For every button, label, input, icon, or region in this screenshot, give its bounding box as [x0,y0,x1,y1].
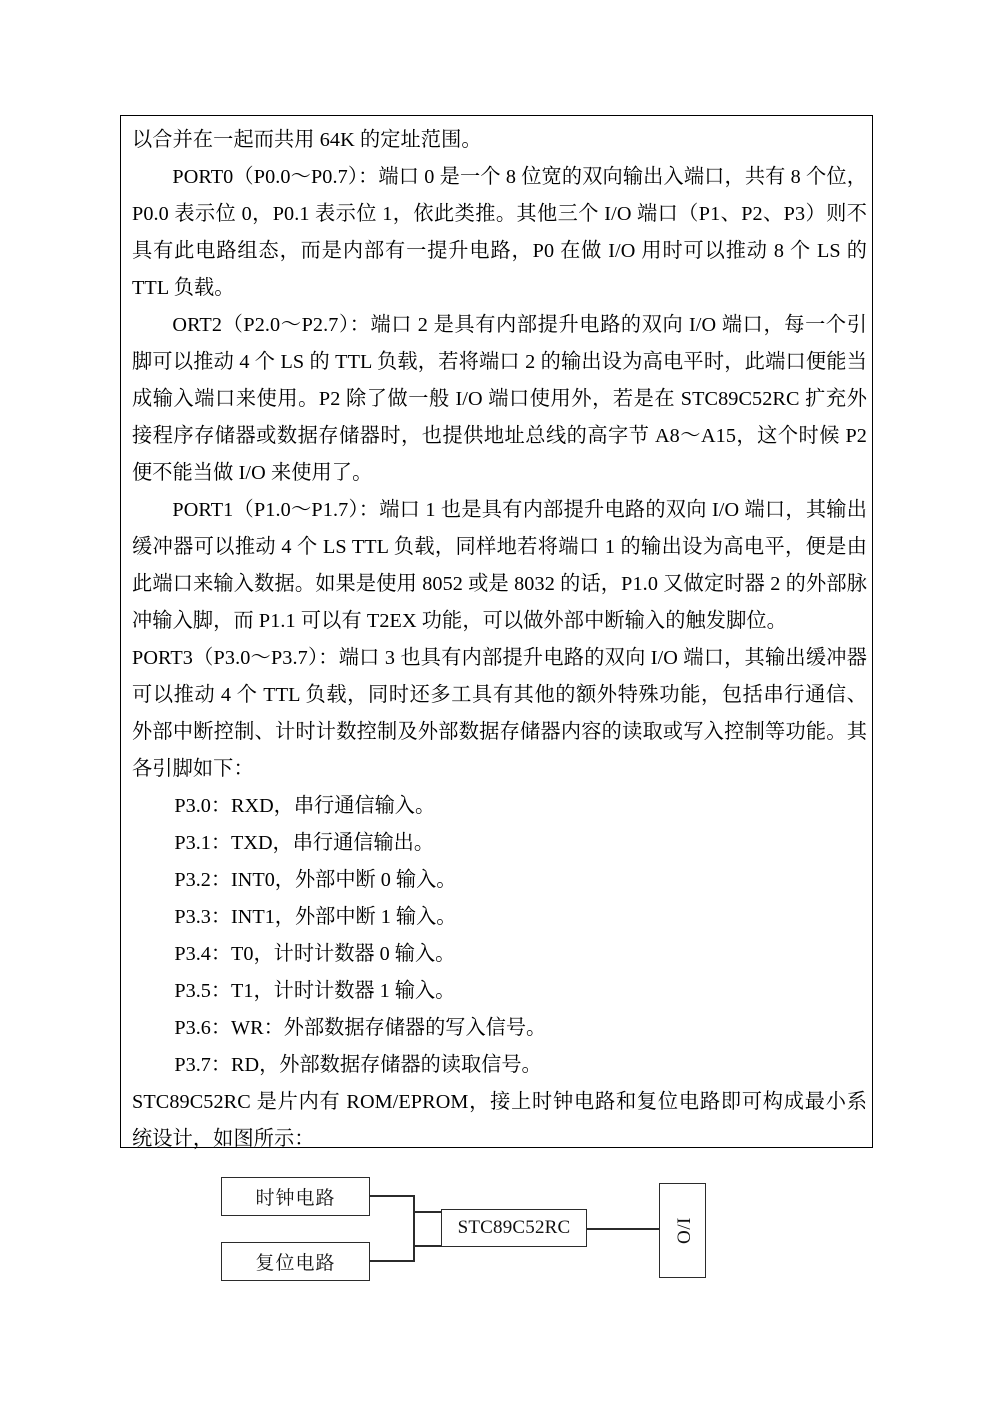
diagram-block-mcu-label: STC89C52RC [457,1217,571,1238]
list-item-pin-p37: P3.7：RD，外部数据存储器的读取信号。 [174,1054,542,1076]
diagram-block-reset-circuit-label: 复位电路 [255,1253,336,1274]
document-page-border [120,115,873,1274]
list-item-pin-p30: P3.0：RXD，串行通信输入。 [174,795,436,817]
list-item-pin-p36: P3.6：WR：外部数据存储器的写入信号。 [174,1017,547,1039]
diagram-block-clock-circuit [221,1177,370,1216]
list-item-pin-p34: P3.4：T0，计时计数器 0 输入。 [174,943,456,965]
list-item-pin-p31: P3.1：TXD，串行通信输出。 [174,832,435,854]
paragraph-closing: STC89C52RC 是片内有 ROM/EPROM，接上时钟电路和复位电路即可构成最小系统设计，如图所示： [132,1091,867,1150]
paragraph-intro: 以合并在一起而共用 64K 的定址范围。 [132,129,482,151]
list-item-pin-p35: P3.5：T1，计时计数器 1 输入。 [174,980,456,1002]
diagram-wire-mcu-to-io [587,1228,660,1230]
document-body [132,122,867,1306]
diagram-wire-reset-to-bus [370,1260,414,1262]
paragraph-port3: PORT3（P3.0～P3.7）：端口 3 也具有内部提升电路的双向 I/O 端口，其输出缓冲器可以推动 4 个 TTL 负载，同时还多工具有其他的额外特殊功能，包括串行通信、外部中断控制、计时计数控制及外部数据存储器内容的读取或写入控制等功能。其各引脚如下： [132,647,867,780]
list-item-pin-p32: P3.2：INT0，外部中断 0 输入。 [174,869,457,891]
diagram-block-mcu [441,1209,587,1247]
diagram-block-clock-circuit-label: 时钟电路 [255,1188,336,1209]
diagram-block-reset-circuit [221,1242,370,1281]
paragraph-port0: PORT0（P0.0～P0.7）：端口 0 是一个 8 位宽的双向输出入端口，共有 8 个位，P0.0 表示位 0，P0.1 表示位 1，依此类推。其他三个 I/O 端口（P1、P2、P3）则不具有此电路组态，而是内部有一提升电路，P0 在做 I/O 用时可以推动 8 个 LS 的 TTL 负载。 [132,166,867,299]
diagram-wire-bus-to-mcu-lower [413,1245,442,1247]
diagram-wire-bus-to-mcu-upper [413,1211,442,1213]
diagram-block-io [659,1183,706,1278]
diagram-wire-clock-to-bus [370,1195,414,1197]
paragraph-ort2: ORT2（P2.0～P2.7）：端口 2 是具有内部提升电路的双向 I/O 端口，每一个引脚可以推动 4 个 LS 的 TTL 负载，若将端口 2 的输出设为高电平时，此端口便能当成输入端口来使用。P2 除了做一般 I/O 端口使用外，若是在 STC89C52RC 扩充外接程序存储器或数据存储器时，也提供地址总线的高字节 A8～A15，这个时候 P2 便不能当做 I/O 来使用了。 [132,314,867,484]
paragraph-port1: PORT1（P1.0～P1.7）：端口 1 也是具有内部提升电路的双向 I/O 端口，其输出缓冲器可以推动 4 个 LS TTL 负载，同样地若将端口 1 的输出设为高电平，便是由此端口来输入数据。如果是使用 8052 或是 8032 的话，P1.0 又做定时器 2 的外部脉冲输入脚，而 P1.1 可以有 T2EX 功能，可以做外部中断输入的触发脚位。 [132,499,867,632]
list-item-pin-p33: P3.3：INT1，外部中断 1 输入。 [174,906,457,928]
diagram-wire-vertical-bus [413,1195,415,1262]
diagram-block-io-label: I/O [672,1217,694,1244]
pin-function-list [132,788,867,1084]
minimum-system-block-diagram [132,1166,867,1306]
